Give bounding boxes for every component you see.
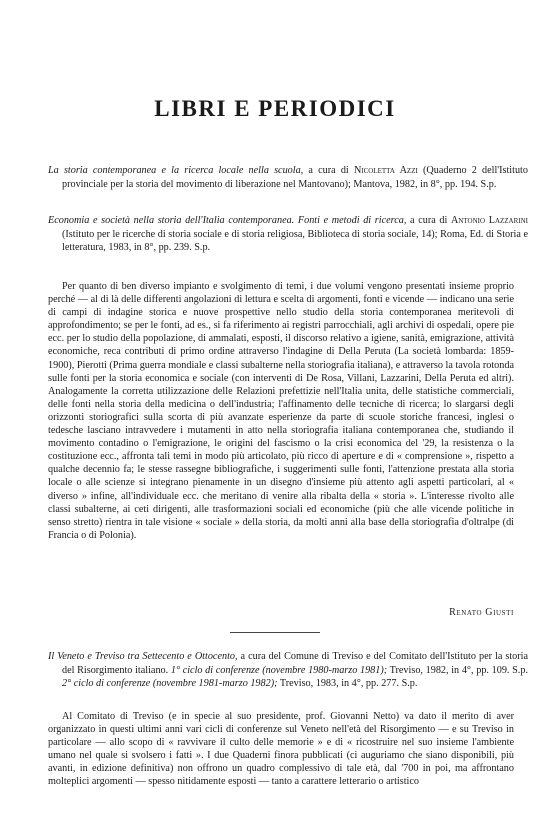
curator-name: Antonio Lazzarini — [451, 215, 528, 226]
book-title: Il Veneto e Treviso tra Settecento e Ottocento, — [48, 651, 238, 662]
publication-details: (Istituto per le ricerche di storia sociale e di storia religiosa, Biblioteca di storia sociale, 14); Roma, Ed. di Storia e letteratura, 1983, in 8°, pp. 239. S.p. — [62, 228, 528, 254]
conference-cycle-2: 2° ciclo di conferenze (novembre 1981-marzo 1982); — [62, 678, 278, 690]
review-paragraph: Per quanto di ben diverso impianto e svolgimento di temi, i due volumi vengono presentati insieme proprio perché — al di là delle differenti angolazioni di lettura e scelta di argomenti, fonti e vicende — indicano una serie di campi di indagine storica e nuove prospettive nello studio della storia contemporanea meritevoli di approfondimento; se per le fonti, ad es., si fa riferimento ai registri parrocchiali, agli archivi di ospedali, opere pie ecc. per lo studio della popolazione, di ammalati, esposti, il discorso relativo a igiene, sanità, emigrazione, attività economiche, reca contributi di primo ordine attraverso l'indagine di Della Peruta (La società lombarda: 1859-1900), Pierotti (Prima guerra mondiale e classi subalterne nella storiografia italiana), e attraverso la tavola rotonda sulle fonti per la storia economica e sociale (con interventi di De Rosa, Villani, Lazzarini, Della Peruta ed altri). Analogamente la corretta utilizzazione delle Relazioni prefettizie nell'Italia unita, delle statistiche commerciali, delle fonti nella storia della medicina o dell'industria; l'affinamento delle tecniche di ricerca; lo slargarsi degli orizzonti storiografici sulla scorta di più avanzate esperienze da parte di scuole storiche francesi, inglesi o tedesche lasciano intravvedere i mutamenti in atto nella storiografia italiana contemporanea che, studiando il movimento contadino o l'emigrazione, le origini del fascismo o la crisi economica del '29, la resistenza o la costituzione ecc., affronta tali temi in modo più articolato, più ricco di aperture e di « comprensione », rispetto a qualche decennio fa; le stesse rassegne bibliografiche, i suggerimenti sulle fonti, l'attenzione prestata alla storia locale o alle scienze si integrano pienamente in un disegno d'insieme più attento agli aspetti particolari, al « diverso » infine, all'individuale ecc. che meritano di venire alla ribalta della « storia ». L'interesse rivolto alle classi subalterne, ai ceti dirigenti, alle trasformazioni sociali ed economiche (più che alle vicende politiche in senso stretto) rientra in tale visione « sociale » della storia, da molti anni alla base della storiografia d'oltralpe (di Francia o di Polonia). — [48, 281, 514, 541]
book-title: Economia e società nella storia dell'Italia contemporanea. Fonti e metodi di ricerca, — [48, 215, 407, 226]
page-title: LIBRI E PERIODICI — [154, 96, 396, 121]
curator-prefix: a cura di — [406, 215, 451, 226]
curator-prefix: a cura di — [303, 165, 354, 176]
conference-cycle-1: 1° ciclo di conferenze (novembre 1980-marzo 1981); — [170, 664, 388, 676]
publication-details: Treviso, 1982, in 4°, pp. 109. S.p. — [387, 664, 528, 676]
review-body-2 — [48, 710, 514, 789]
section-divider — [230, 632, 320, 633]
review-body-1 — [48, 280, 514, 542]
bibliographic-entry-2 — [48, 214, 528, 255]
publication-details: Treviso, 1983, in 4°, pp. 277. S.p. — [277, 678, 418, 690]
review-paragraph: Al Comitato di Treviso (e in specie al suo presidente, prof. Giovanni Netto) va dato il merito di aver organizzato in questi ultimi anni vari cicli di conferenze sul Veneto nell'età del Risorgimento — e su Treviso in particolare — allo scopo di « ravvivare il culto delle memorie » e di « ricostruire nel suo insieme l'ambiente umano nel quale si svolsero i fatti ». I due Quaderni finora pubblicati (ci auguriamo che siano disponibili, più avanti, in edizione definitiva) non offrono un quadro complessivo di tale età, dal '700 in poi, ma affrontano molteplici argomenti — spesso nitidamente esposti — tanto a carattere letterario o artistico — [48, 711, 514, 788]
book-title: La storia contemporanea e la ricerca locale nella scuola, — [48, 165, 304, 176]
curator-name: Nicoletta Azzi — [353, 165, 418, 176]
publication-details: (Quaderno 2 dell'Istituto provinciale per la storia del movimento di liberazione nel Mantovano); Mantova, 1982, in 8°, pp. 194. S.p. — [62, 165, 528, 190]
publication-details: a cura del Comune di Treviso e del Comitato dell'Istituto per la storia del Risorgimento italiano. — [62, 651, 528, 676]
review-author: Renato Giusti — [449, 607, 514, 618]
bibliographic-entry-3 — [48, 650, 528, 691]
bibliographic-entry-1 — [48, 164, 528, 191]
